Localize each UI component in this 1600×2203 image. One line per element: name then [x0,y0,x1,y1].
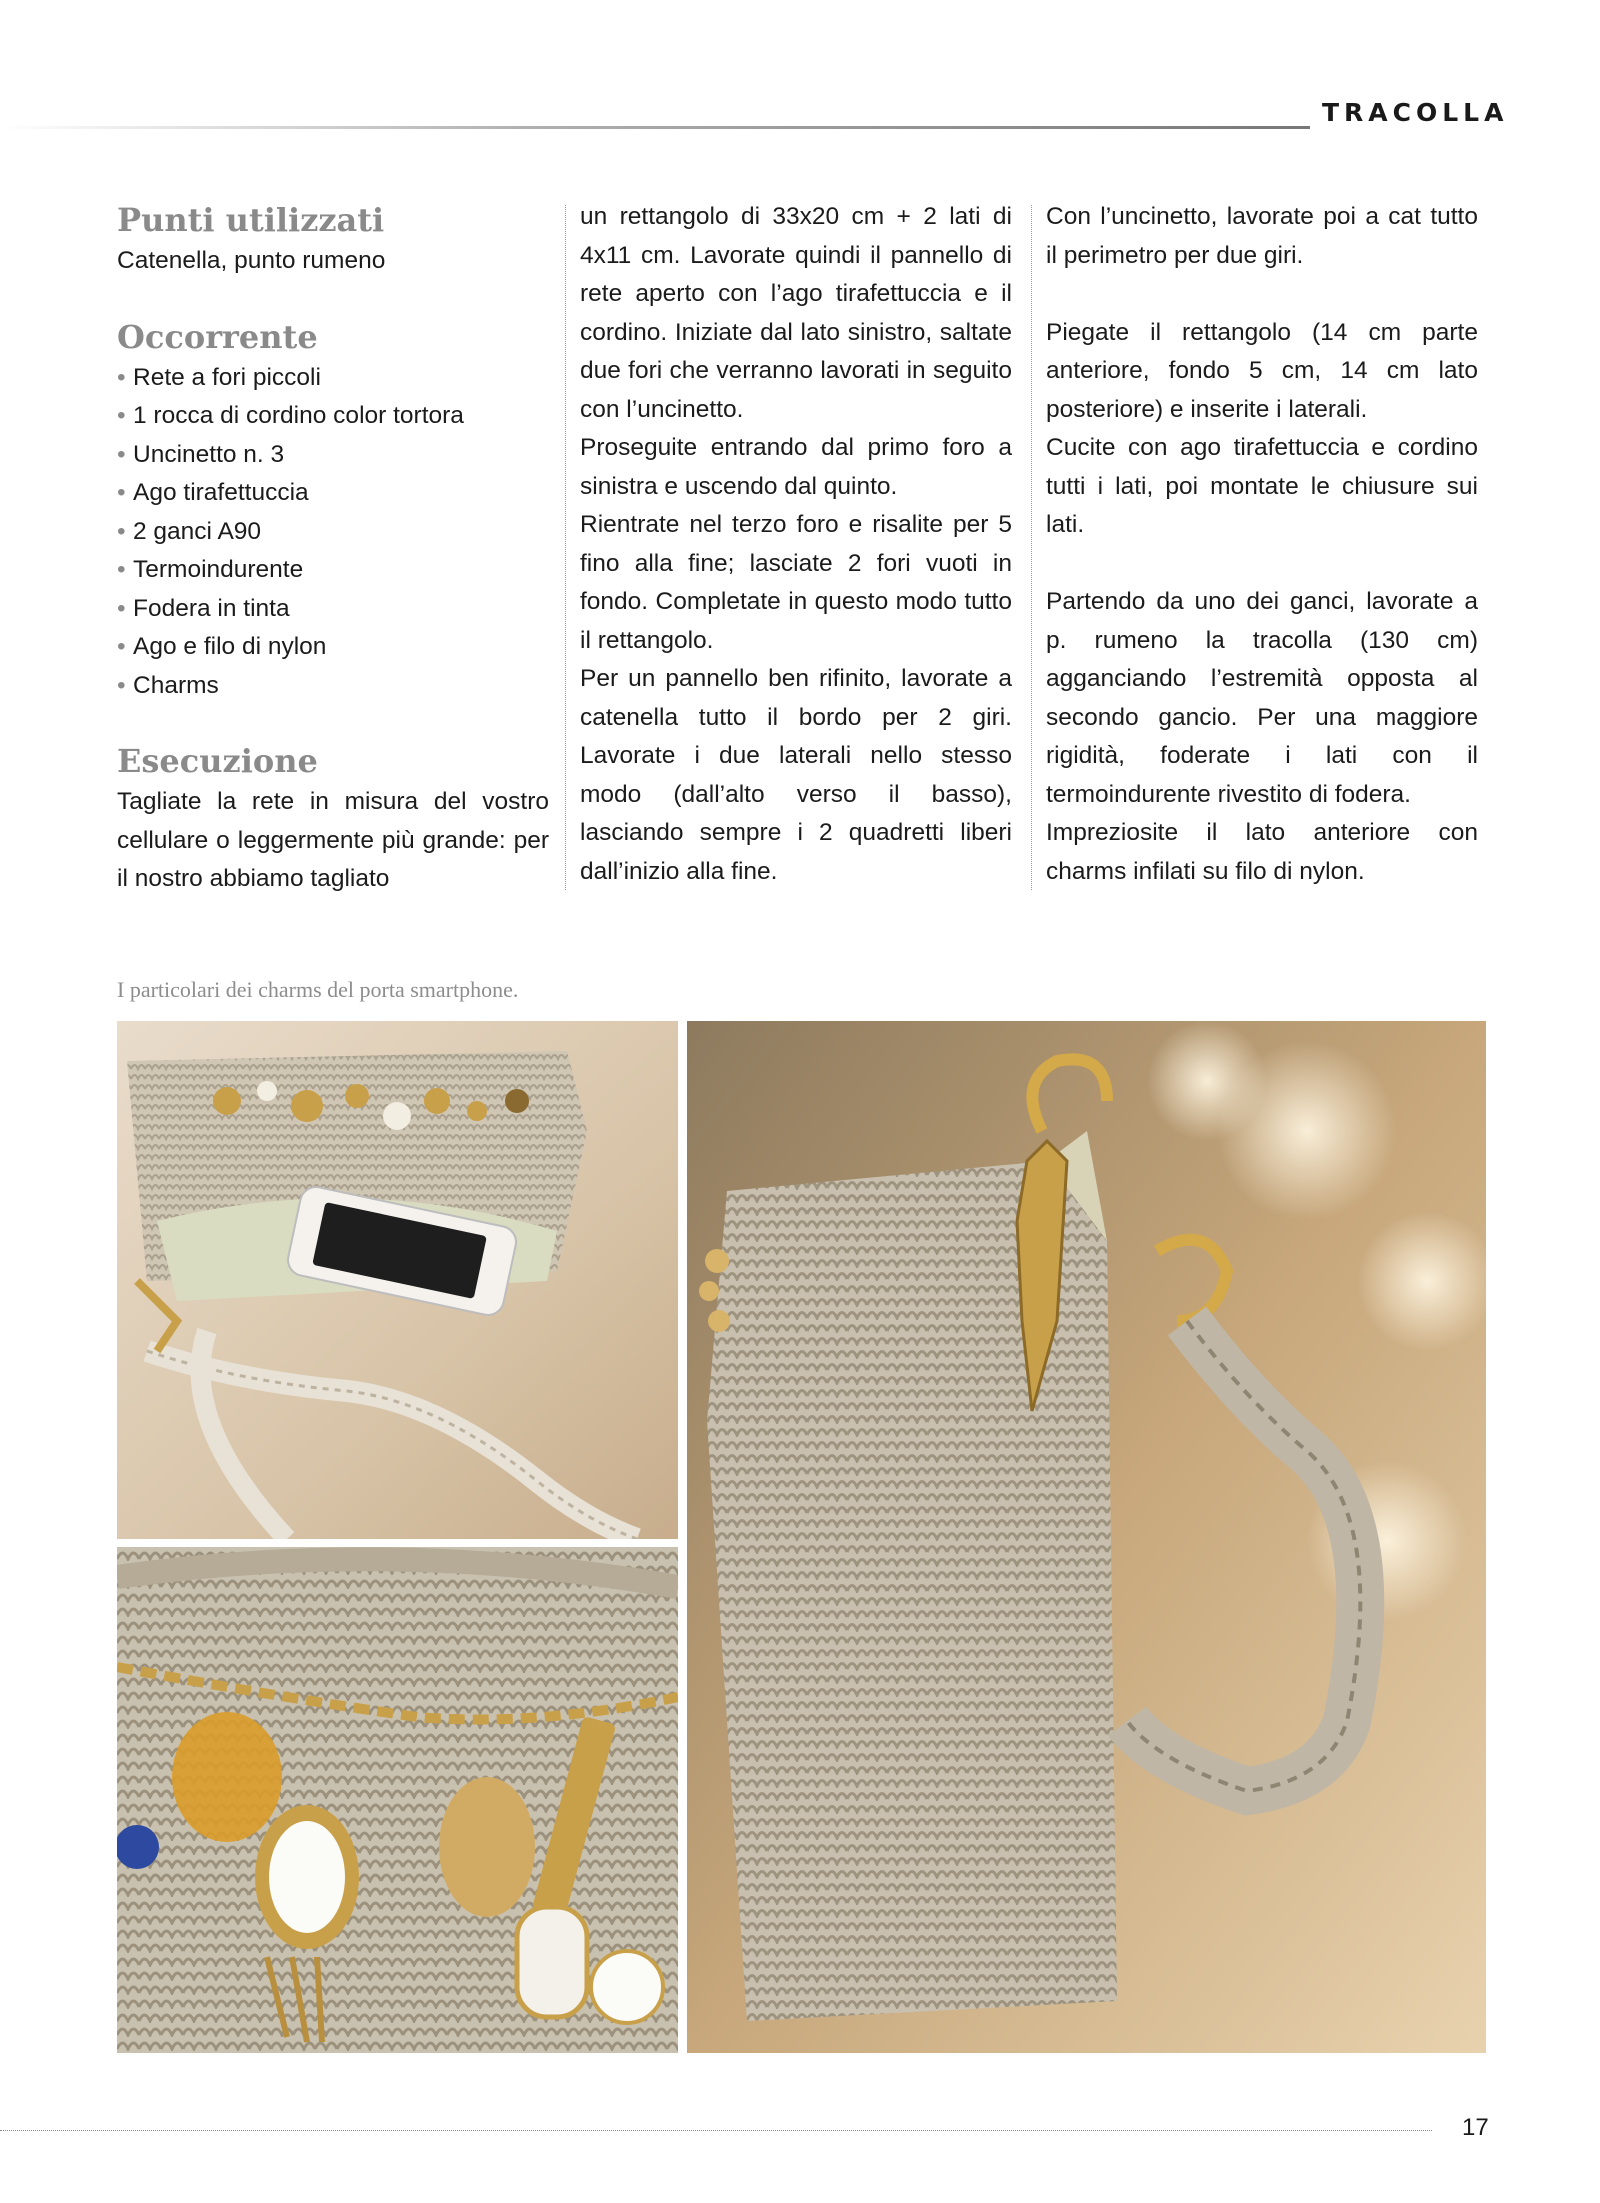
list-item: • Termoindurente [117,551,549,590]
list-item: • Ago e filo di nylon [117,628,549,667]
heading-esecuzione: Esecuzione [117,742,318,780]
column-separator [565,205,566,890]
photo-charms-closeup [117,1547,678,2053]
paragraph: Impreziosite il lato anteriore con charms infilati su filo di nylon. [1046,819,1478,885]
paragraph: Proseguite entrando dal primo foro a sinistra e uscendo dal quinto. [580,434,1012,500]
heading-punti-utilizzati: Punti utilizzati [117,201,385,239]
column-separator [1031,205,1032,890]
list-item: • Uncinetto n. 3 [117,436,549,475]
photo-bag-with-phone [117,1021,678,1539]
footer-rule [0,2130,1432,2131]
header-rule [0,126,1310,129]
paragraph: Piegate il rettangolo (14 cm parte anteriore, fondo 5 cm, 14 cm lato posteriore) e inserite i laterali. [1046,318,1478,423]
paragraph: Cucite con ago tirafettuccia e cordino tutti i lati, poi montate le chiusure sui lati. [1046,434,1478,538]
list-item: • 2 ganci A90 [117,513,549,552]
heading-occorrente: Occorrente [117,317,318,356]
list-item: • Charms [117,667,549,706]
column-1 [117,198,549,899]
paragraph: un rettangolo di 33x20 cm + 2 lati di 4x11 cm. Lavorate quindi il pannello di rete aperto con l’ago tirafettuccia e il cordino. Iniziate dal lato sinistro, saltate due fori che verranno lavorati in seguito con l’uncinetto. [580,203,1012,423]
list-item: • Fodera in tinta [117,590,549,629]
list-item: • Ago tirafettuccia [117,474,549,513]
punti-text: Catenella, punto rumeno [117,247,386,274]
paragraph: Per un pannello ben rifinito, lavorate a catenella tutto il bordo per 2 giri. Lavorate i due laterali nello stesso modo (dall’alto verso il basso), lasciando sempre i 2 quadretti liberi dall’inizio alla fine. [580,665,1012,885]
list-item: • 1 rocca di cordino color tortora [117,397,549,436]
page-number: 17 [1462,2114,1489,2141]
photo-caption: I particolari dei charms del porta smartphone. [117,977,519,1002]
column-2 [580,198,1012,891]
column-3 [1046,198,1478,891]
paragraph: Con l’uncinetto, lavorate poi a cat tutto il perimetro per due giri. [1046,203,1478,269]
photo-bag-side-closeup [687,1021,1486,2053]
materials-list [117,359,549,706]
esecuzione-text: Tagliate la rete in misura del vostro cellulare o leggermente più grande: per il nostro abbiamo tagliato [117,788,549,892]
list-item: • Rete a fori piccoli [117,359,549,398]
section-title: TRACOLLA [1322,98,1509,127]
paragraph: Rientrate nel terzo foro e risalite per 5 fino alla fine; lasciate 2 fori vuoti in fondo. Completate in questo modo tutto il rettangolo. [580,511,1012,654]
paragraph: Partendo da uno dei ganci, lavorate a p. rumeno la tracolla (130 cm) agganciando l’estremità opposta al secondo gancio. Per una maggiore rigidità, foderate i lati con il termoindurente rivestito di fodera. [1046,588,1478,808]
